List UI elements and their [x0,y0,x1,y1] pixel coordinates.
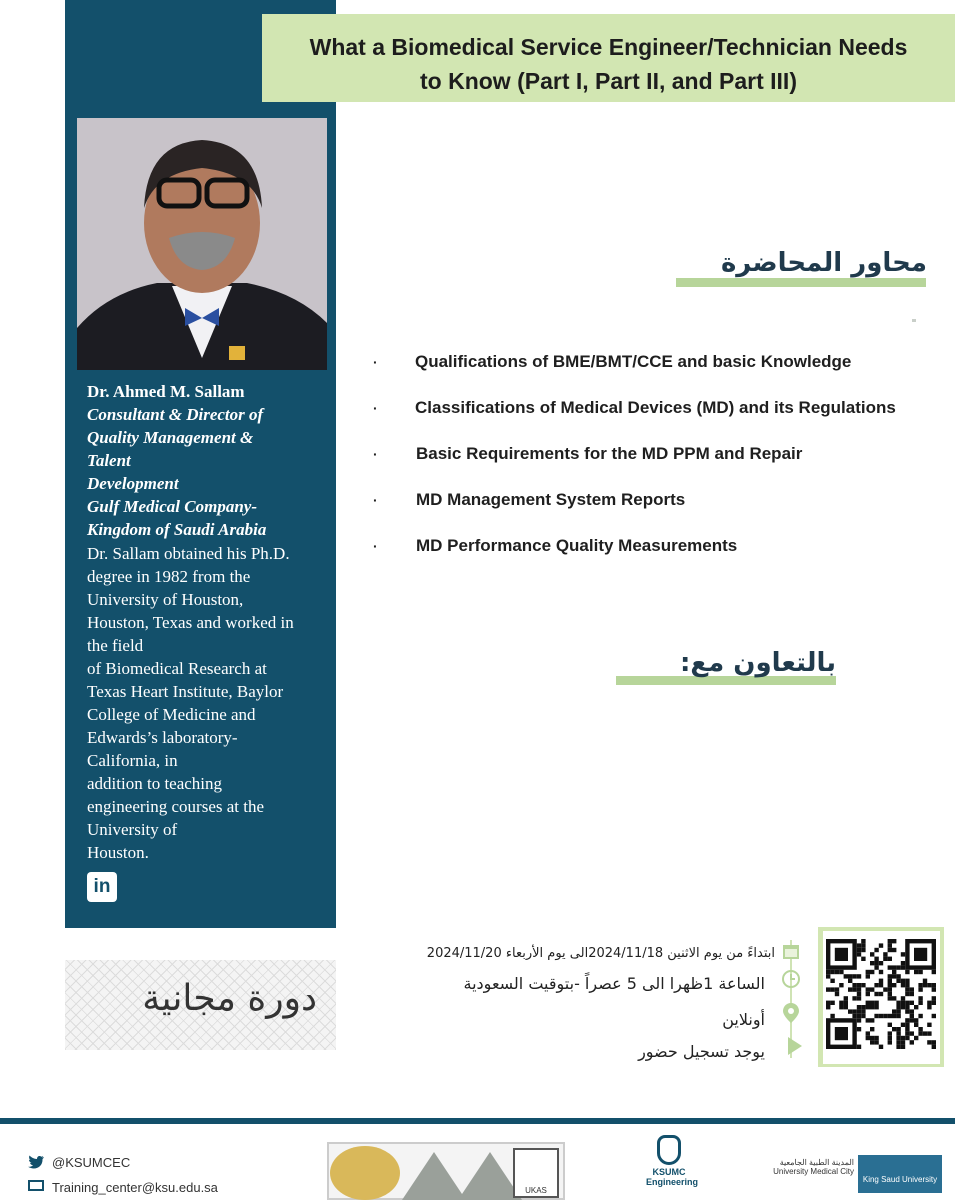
free-course-label: دورة مجانية [142,978,317,1019]
speaker-bio-line: Edwards’s laboratory- [87,728,238,747]
ksu-english-name: King Saud University [862,1175,938,1184]
king-saud-university-logo [858,1155,942,1193]
page-title [262,30,955,98]
decorative-dot [912,319,916,322]
speaker-name: Dr. Ahmed M. Sallam [87,382,245,401]
location-pin-icon [782,1002,800,1020]
bullet-icon: · [373,446,378,462]
topic-label: Qualifications of BME/BMT/CCE and basic Knowledge [415,352,852,371]
topic-label: Basic Requirements for the MD PPM and Repair [416,444,803,463]
page-title-line: to Know (Part I, Part II, and Part III) [420,68,797,94]
speaker-role-line: Consultant & Director of [87,405,264,424]
contact-email[interactable]: Training_center@ksu.edu.sa [52,1180,218,1195]
umc-english-name: University Medical City [773,1167,854,1176]
speaker-portrait-image [77,118,327,370]
speaker-bio-line: Dr. Sallam obtained his Ph.D. [87,544,290,563]
twitter-handle[interactable]: @KSUMCEC [52,1155,131,1170]
university-medical-city-logo [758,1158,854,1176]
play-arrow-icon [786,1036,804,1054]
topic-label: MD Management System Reports [416,490,686,509]
list-item [370,398,930,444]
bullet-icon: · [373,492,378,508]
page-title-line: What a Biomedical Service Engineer/Technician Needs [309,34,908,60]
linkedin-icon[interactable]: in [87,872,117,902]
speaker-photo [77,118,327,370]
bullet-icon: · [373,538,378,554]
accreditation-seal-icon [330,1146,400,1200]
topics-list [370,352,930,582]
list-item [370,444,930,490]
registration-qr-code[interactable] [823,931,940,1064]
speaker-bio-line: College of Medicine and [87,705,256,724]
topic-label: Classifications of Medical Devices (MD) and its Regulations [415,398,896,417]
clock-icon [782,970,800,988]
ksumc-logo-text: KSUMC [652,1167,686,1177]
topic-label: MD Performance Quality Measurements [416,536,738,555]
umc-arabic-name: المدينة الطبية الجامعية [779,1158,854,1167]
list-item [370,490,930,536]
bullet-icon: · [373,400,378,416]
speaker-bio-line: Houston, Texas and worked in [87,613,294,632]
ksumc-emblem-icon [657,1135,681,1165]
ksumc-logo-subtext: Engineering [646,1177,699,1187]
topics-heading: محاور المحاضرة [720,248,927,278]
speaker-bio-line: of Biomedical Research at [87,659,267,678]
speaker-bio-line: University of [87,820,178,839]
speaker-bio-line: addition to teaching [87,774,223,793]
speaker-role-line: Gulf Medical Company- [87,497,257,516]
speaker-role-line: Talent [87,451,131,470]
footer-divider [0,1118,955,1124]
speaker-bio [87,380,332,864]
bullet-icon: · [373,354,378,370]
list-item [370,536,930,582]
speaker-role-line: Development [87,474,179,493]
email-icon[interactable] [28,1180,44,1191]
speaker-role-line: Kingdom of Saudi Arabia [87,520,267,539]
ukas-logo: UKAS [513,1148,559,1198]
collab-heading: بالتعاون مع: [680,648,836,678]
attendance-registration: يوجد تسجيل حضور [638,1042,765,1061]
ksumc-engineering-logo [646,1135,699,1200]
course-time: الساعة 1ظهرا الى 5 عصراً -بتوقيت السعودية [463,974,765,993]
calendar-icon [782,942,800,960]
twitter-icon[interactable] [28,1155,44,1169]
speaker-role-line: Quality Management & [87,428,254,447]
speaker-bio-line: California, in [87,751,178,770]
qr-code-icon [823,931,940,1064]
speaker-bio-line: University of Houston, [87,590,244,609]
course-dates: ابتداءً من يوم الاثنين 2024/11/18الى يوم الأربعاء 2024/11/20 [426,946,775,961]
accreditation-triangle-icon [402,1152,466,1200]
speaker-bio-line: the field [87,636,144,655]
speaker-bio-line: Houston. [87,843,149,862]
list-item [370,352,930,398]
speaker-bio-line: degree in 1982 from the [87,567,251,586]
course-location: أونلاين [722,1010,765,1029]
speaker-bio-line: engineering courses at the [87,797,265,816]
speaker-bio-line: Texas Heart Institute, Baylor [87,682,284,701]
